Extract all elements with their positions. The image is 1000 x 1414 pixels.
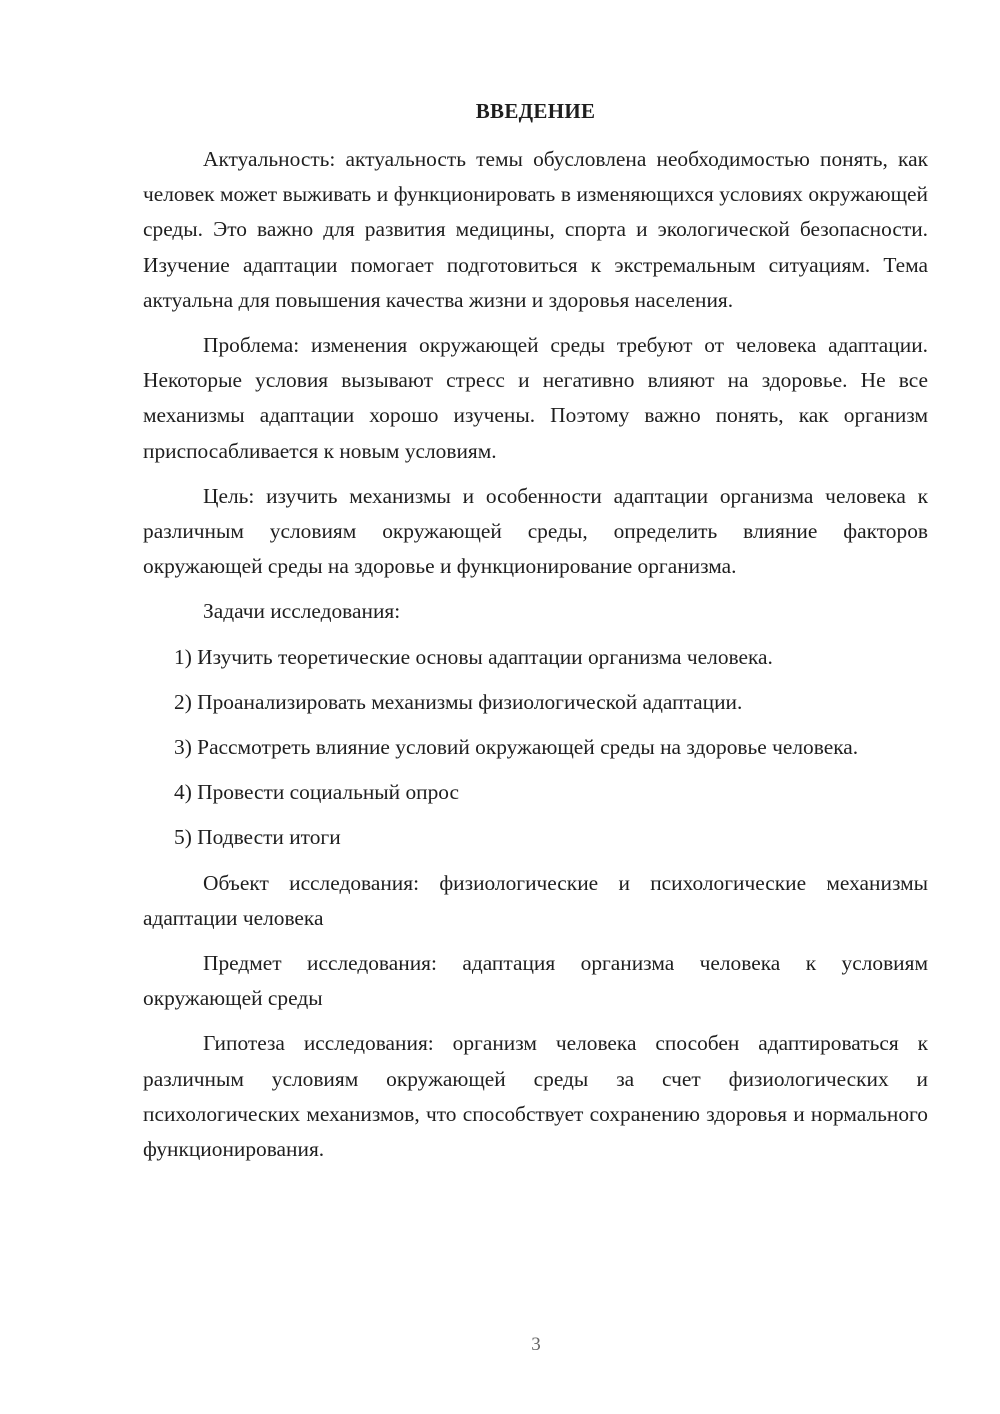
paragraph-object: Объект исследования: физиологические и психологические механизмы адаптации человека <box>143 870 928 930</box>
paragraph-hypothesis: Гипотеза исследования: организм человека способен адаптироваться к различным условиям окружающей среды за счет физиологических и психологических механизмов, что способствует сохранению здоровья и нормального функционирования. <box>143 1031 928 1162</box>
document-page <box>143 96 928 1167</box>
tasks-title: Задачи исследования: <box>203 599 401 624</box>
task-item-1: 1) Изучить теоретические основы адаптации организма человека. <box>174 644 773 669</box>
task-item-3: 3) Рассмотреть влияние условий окружающей среды на здоровье человека. <box>174 735 859 760</box>
paragraph-subject: Предмет исследования: адаптация организма человека к условиям окружающей среды <box>143 951 928 1011</box>
page-number: 3 <box>531 1334 541 1355</box>
paragraph-goal: Цель: изучить механизмы и особенности адаптации организма человека к различным условиям окружающей среды, определить влияние факторов окружающей среды на здоровье и функционирование организма. <box>143 483 928 579</box>
task-item-2: 2) Проанализировать механизмы физиологической адаптации. <box>174 689 743 714</box>
task-item-4: 4) Провести социальный опрос <box>174 780 460 805</box>
page-title: ВВЕДЕНИЕ <box>475 99 596 123</box>
paragraph-problem: Проблема: изменения окружающей среды требуют от человека адаптации. Некоторые условия вызывают стресс и негативно влияют на здоровье. Не все механизмы адаптации хорошо изучены. Поэтому важно понять, как организм приспосабливается к новым условиям. <box>143 333 928 463</box>
paragraph-relevance: Актуальность: актуальность темы обусловлена необходимостью понять, как человек может выживать и функционировать в изменяющихся условиях окружающей среды. Это важно для развития медицины, спорта и экологической безопасности. Изучение адаптации помогает подготовиться к экстремальным ситуациям. Тема актуальна для повышения качества жизни и здоровья населения. <box>143 147 928 312</box>
task-item-5: 5) Подвести итоги <box>174 825 341 850</box>
